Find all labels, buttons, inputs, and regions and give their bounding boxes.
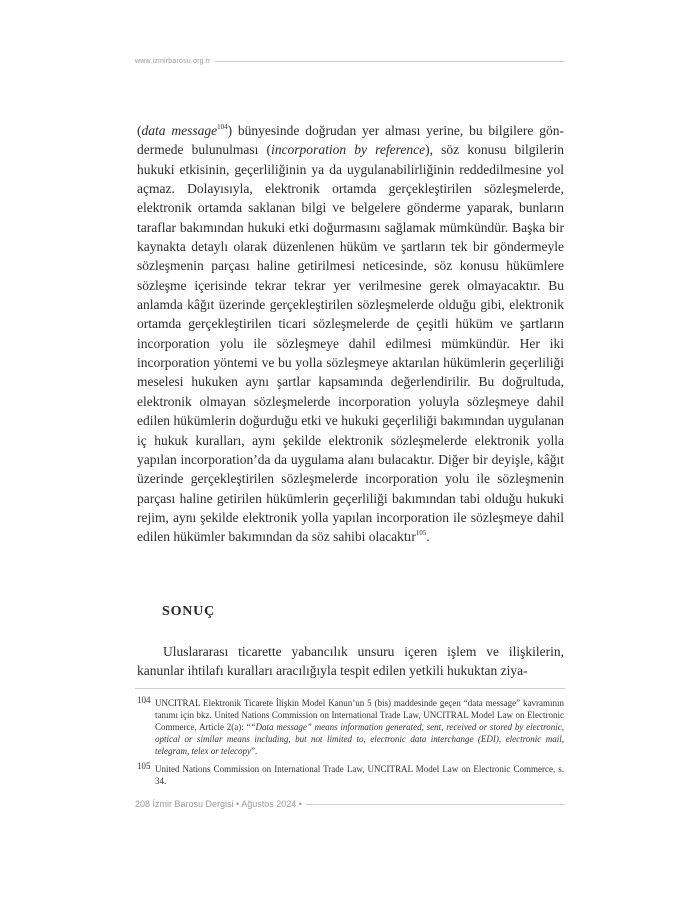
text-run: ) bünyesinde doğrudan yer alması yerine, bu bilgilere göndermede bulunulması ( <box>137 123 564 158</box>
term-incorporation: incorporation by reference <box>271 142 426 158</box>
footnote-ref-105[interactable]: 105 <box>415 529 427 538</box>
footer-rule <box>306 804 565 805</box>
footer-text: 208 İzmir Barosu Dergisi • Ağustos 2024 • <box>135 799 302 809</box>
footnote-quote: “Data message” means information generated, sent, received or stored by electronic, optical or similar means including, but not limited to, electronic data interchange (EDI), electronic mail, telegram, telex or telecopy <box>155 722 564 756</box>
footnote-105 <box>137 763 564 787</box>
text-run: . <box>426 529 430 545</box>
footnote-ref-104[interactable]: 104 <box>217 123 228 131</box>
footnote-104 <box>137 697 564 757</box>
section-title: SONUÇ <box>162 604 216 619</box>
body-text <box>137 121 564 547</box>
body-paragraph <box>137 121 564 547</box>
footnote-text: United Nations Commission on International Trade Law, UNCITRAL Model Law on Electronic Commerce, s. 34. <box>155 764 564 786</box>
footnote-number: 104 <box>137 695 151 705</box>
footnote-text: UNCITRAL Elektronik Ticarete İlişkin Model Kanun’un 5 (bis) maddesinde geçen “data message” kavramının tanımı için bkz. United Nations Commission on International Trade Law, UNCITRAL Model Law on Electronic Commerce, Article 2(a): “ <box>155 698 564 732</box>
conclusion-paragraph: Uluslararası ticarette yabancılık unsuru içeren işlem ve ilişkilerin, kanunlar ihtilafı kuralları aracılığıyla tespit edilen yetkili hukuktan ziya- <box>137 644 564 679</box>
footnote-separator <box>135 688 565 689</box>
page-footer <box>135 798 565 810</box>
header-rule <box>215 61 565 62</box>
term-data-message: data message <box>141 123 218 138</box>
footnote-text: ”. <box>250 746 258 756</box>
text-run: ( <box>137 123 142 138</box>
page-header <box>135 55 565 67</box>
footnote-number: 105 <box>137 761 151 771</box>
footnotes <box>137 697 564 793</box>
text-run: ), söz konusu bilgilerin hukuki etkisinin, geçerliliğinin ya da uygulanabilirliğinin reddedilmesine yol açmaz. Dolayısıyla, elektronik ortamda gerçekleştirilen sözleşmelerde, elektronik ortamda saklanan bilgi ve belgelere gönderme yaparak, bunların taraflar bakımından hukuki etki doğurmasını sağlamak mümkündür. Başka bir kaynakta detaylı olarak düzenlenen hüküm ve şartların tek bir göndermeyle sözleşmenin parçası haline getirilmesi neticesinde, söz konusu hükümlere sözleşme içerisinde tekrar tekrar yer verilmesine gerek olmayacaktır. Bu anlamda kâğıt üzerinde gerçekleştirilen sözleşmelerde olduğu gibi, elektronik ortamda gerçekleştirilen ticari sözleşmelerde de çeşitli hüküm ve şartların incorporation yolu ile sözleşmeye dahil edilmesi mümkündür. Her iki incorporation yöntemi ve bu yolla sözleşmeye aktarılan hükümlerin geçerliliği meselesi hukuken aynı şartlar kapsamında değerlendirilir. Bu doğrultuda, elektronik olmayan sözleşmelerde incorporation yoluyla sözleşmeye dahil edilen hükümlerin doğurduğu etki ve hukuki geçerliliği bakımından uygulanan iç hukuk kuralları, aynı şekilde elektronik sözleşmelerde elektronik yolla yapılan incorporation’da da uygulama alanı bulacaktır. Diğer bir deyişle, kâğıt üzerinde gerçekleştirilen sözleşmelerde incorporation yolu ile sözleşmenin parçası haline getirilen hükümlerin geçerliliği bakımından tabi olduğu hukuki rejim, aynı şekilde elektronik yolla yapılan incorporation ile sözleşmeye dahil edilen hükümler bakımından da söz sahibi olacaktır <box>137 142 564 545</box>
header-url: www.izmirbarosu.org.tr <box>135 57 211 65</box>
